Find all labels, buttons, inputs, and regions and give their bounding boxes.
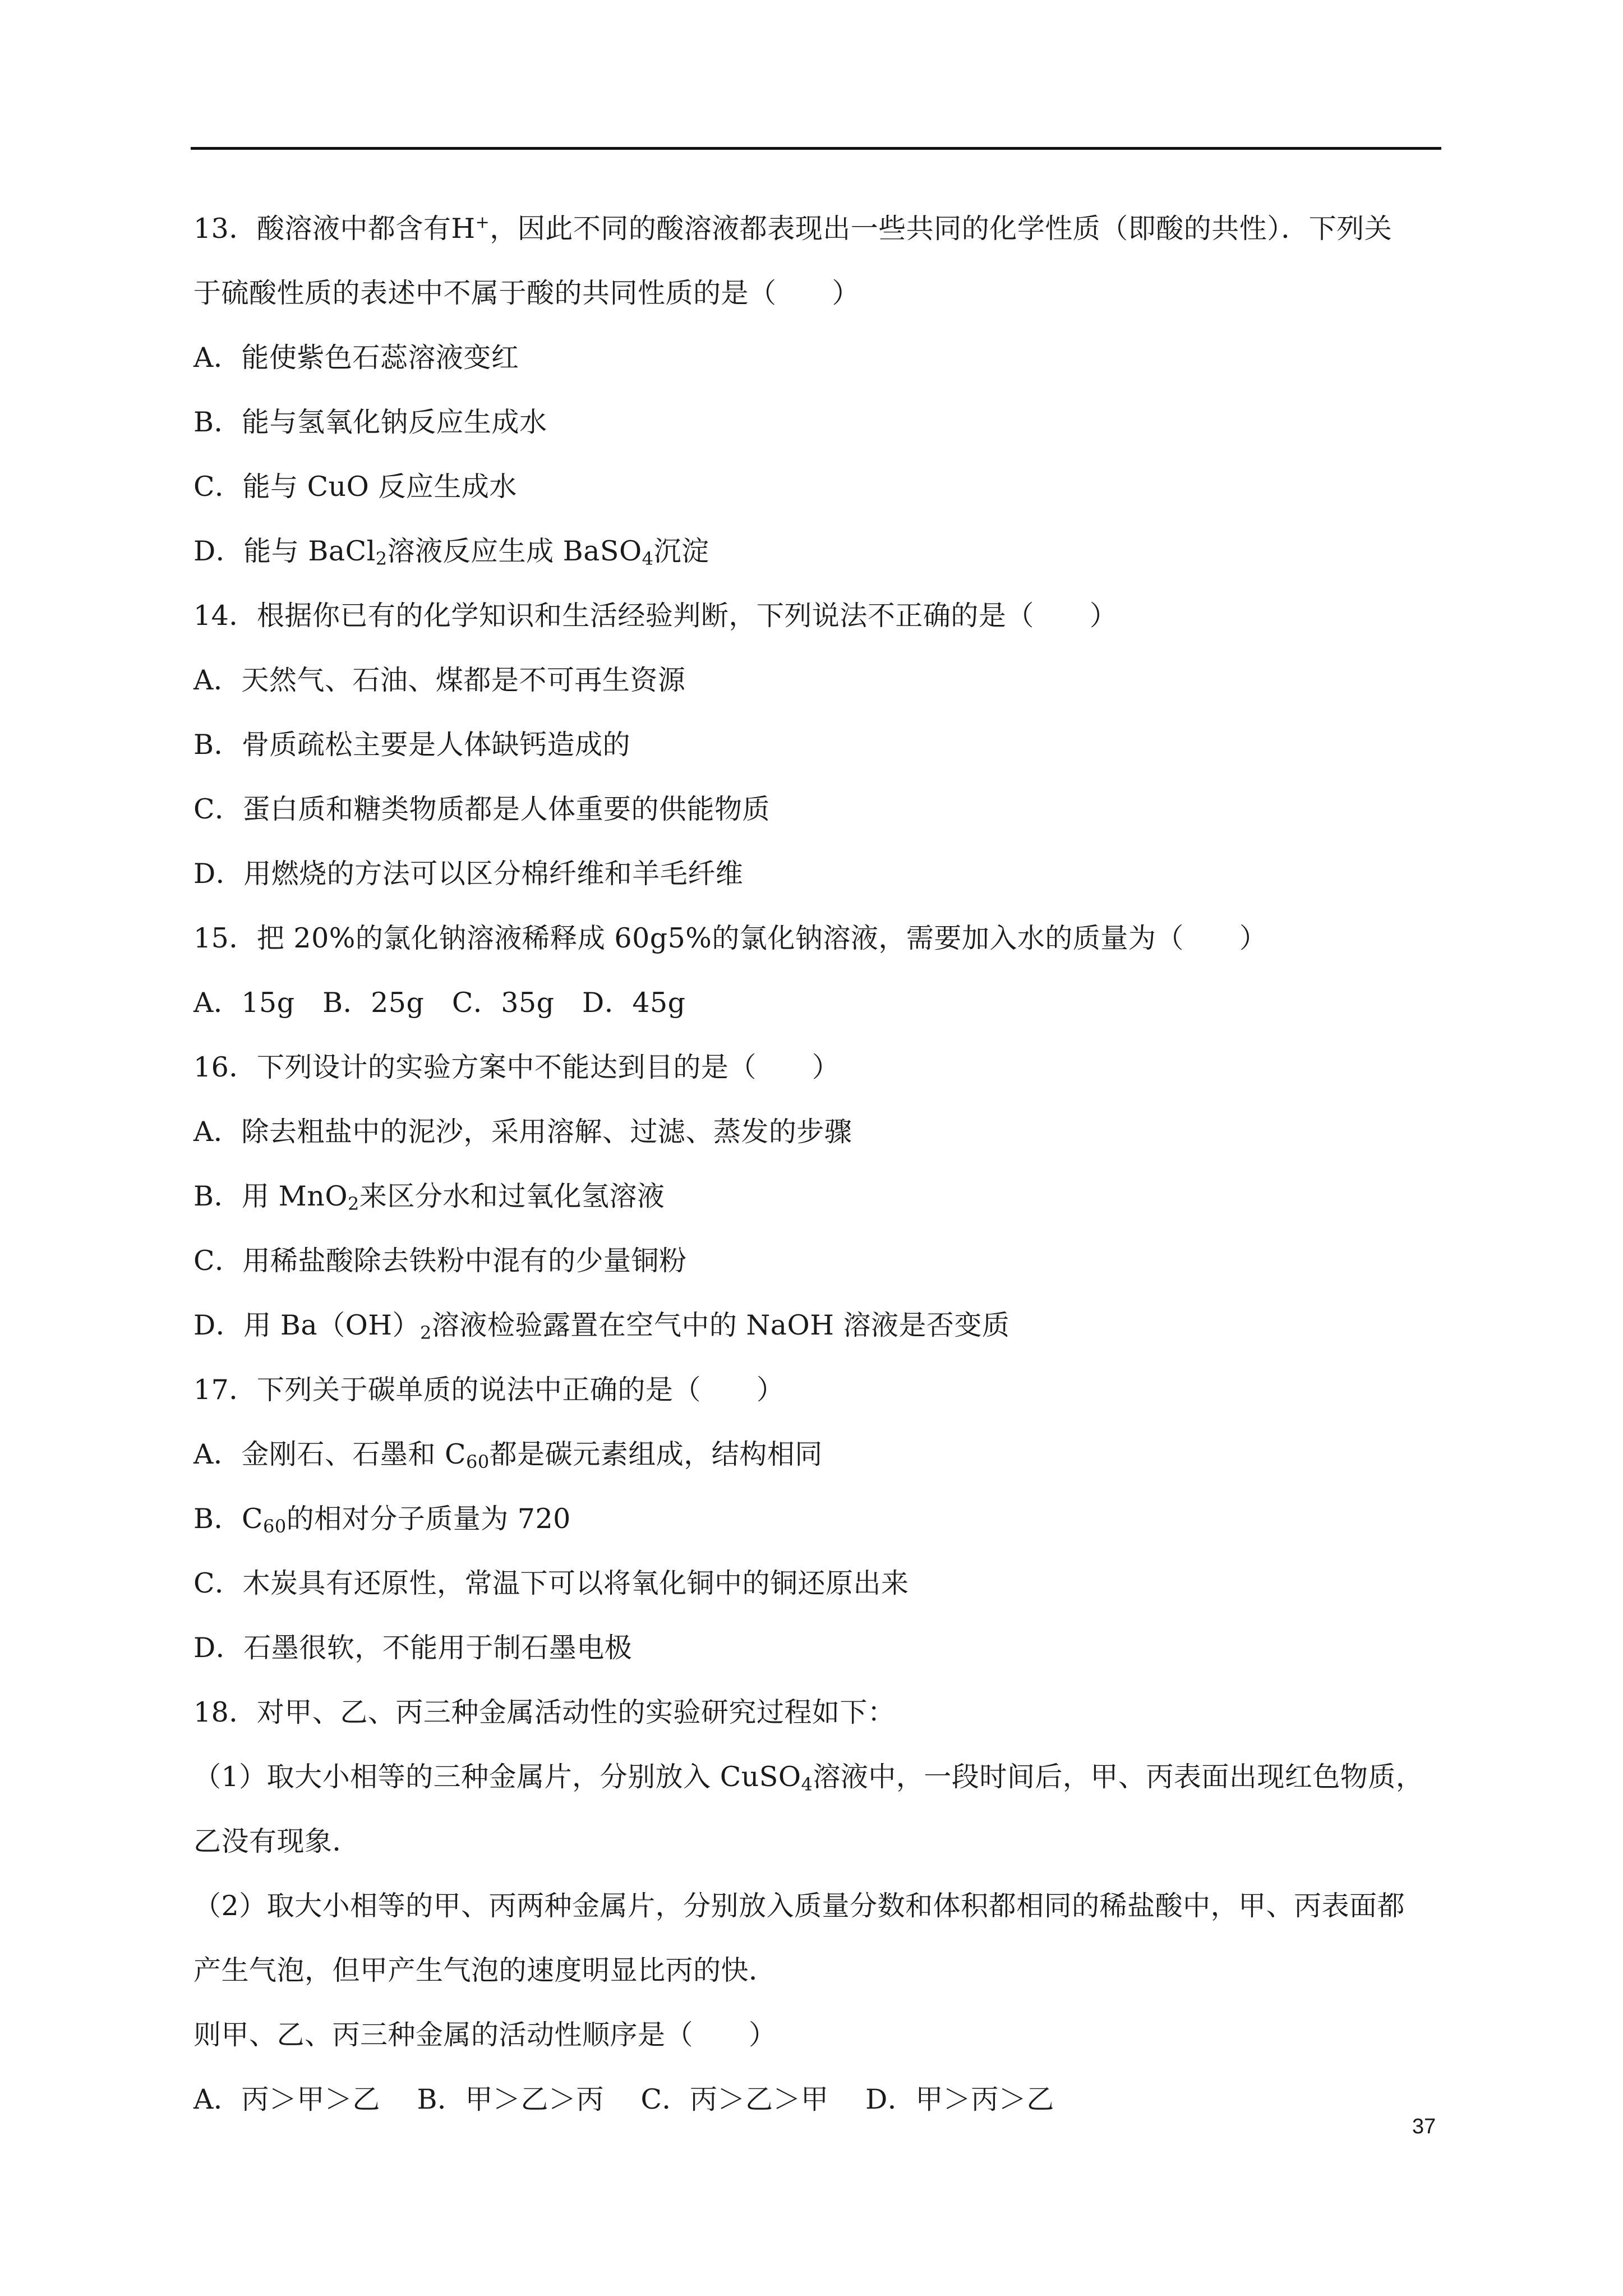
q14-option-a: A．天然气、石油、煤都是不可再生资源 [193, 664, 686, 696]
q13-option-d: D．能与 BaCl$_2$溶液反应生成 BaSO$_4$沉淀 [193, 535, 709, 569]
page-number: 37 [1412, 2115, 1436, 2138]
q13-option-c: C．能与 CuO 反应生成水 [193, 471, 517, 503]
q18-stem: 18．对甲、乙、丙三种金属活动性的实验研究过程如下： [193, 1696, 896, 1728]
q13-option-b: B．能与氢氧化钠反应生成水 [193, 406, 547, 438]
q13-stem-line2: 于硫酸性质的表述中不属于酸的共同性质的是（ ） [193, 277, 860, 309]
q17-stem: 17．下列关于碳单质的说法中正确的是（ ） [193, 1374, 785, 1406]
q16-option-b: B．用 MnO$_2$来区分水和过氧化氢溶液 [193, 1180, 665, 1214]
q13-option-a: A．能使紫色石蕊溶液变红 [193, 342, 519, 374]
q17-option-d: D．石墨很软，不能用于制石墨电极 [193, 1632, 633, 1664]
q14-option-b: B．骨质疏松主要是人体缺钙造成的 [193, 729, 631, 761]
q13-stem-line1: 13．酸溶液中都含有H+，因此不同的酸溶液都表现出一些共同的化学性质（即酸的共性）．下列关 [193, 213, 1393, 245]
q16-stem: 16．下列设计的实验方案中不能达到目的是（ ） [193, 1051, 840, 1083]
page-content [193, 196, 1444, 2132]
q15-options: A．15g B．25g C．35g D．45g [193, 987, 686, 1019]
q16-option-c: C．用稀盐酸除去铁粉中混有的少量铜粉 [193, 1245, 687, 1277]
q18-options: A．丙＞甲＞乙 B．甲＞乙＞丙 C．丙＞乙＞甲 D．甲＞丙＞乙 [193, 2083, 1054, 2115]
q15-stem: 15．把 20%的氯化钠溶液稀释成 60g5%的氯化钠溶液，需要加入水的质量为（ ） [193, 922, 1267, 954]
q16-option-d: D．用 $Ba(OH)_2$溶液检验露置在空气中的 NaOH 溶液是否变质 [193, 1309, 1010, 1343]
q18-part1-line2: 乙没有现象． [193, 1825, 361, 1857]
q14-option-d: D．用燃烧的方法可以区分棉纤维和羊毛纤维 [193, 858, 744, 890]
q16-option-a: A．除去粗盐中的泥沙，采用溶解、过滤、蒸发的步骤 [193, 1116, 852, 1148]
q18-part1-line1: （1）取大小相等的三种金属片，分别放入 CuSO$_4$溶液中，一段时间后，甲、丙表面出现红色物质， [193, 1761, 1424, 1795]
q14-option-c: C．蛋白质和糖类物质都是人体重要的供能物质 [193, 793, 770, 825]
q17-option-c: C．木炭具有还原性，常温下可以将氧化铜中的铜还原出来 [193, 1567, 909, 1599]
q17-option-b: B．$C_{60}$的相对分子质量为 720 [193, 1503, 571, 1537]
q17-option-a: A．金刚石、石墨和 $C_{60}$都是碳元素组成，结构相同 [193, 1438, 823, 1473]
q18-part2-line2: 产生气泡，但甲产生气泡的速度明显比丙的快． [193, 1954, 777, 1986]
q14-stem: 14．根据你已有的化学知识和生活经验判断，下列说法不正确的是（ ） [193, 600, 1118, 632]
q18-question: 则甲、乙、丙三种金属的活动性顺序是（ ） [193, 2019, 777, 2051]
header-rule [191, 147, 1441, 150]
q18-part2-line1: （2）取大小相等的甲、丙两种金属片，分别放入质量分数和体积都相同的稀盐酸中，甲、丙表面都 [193, 1890, 1405, 1922]
